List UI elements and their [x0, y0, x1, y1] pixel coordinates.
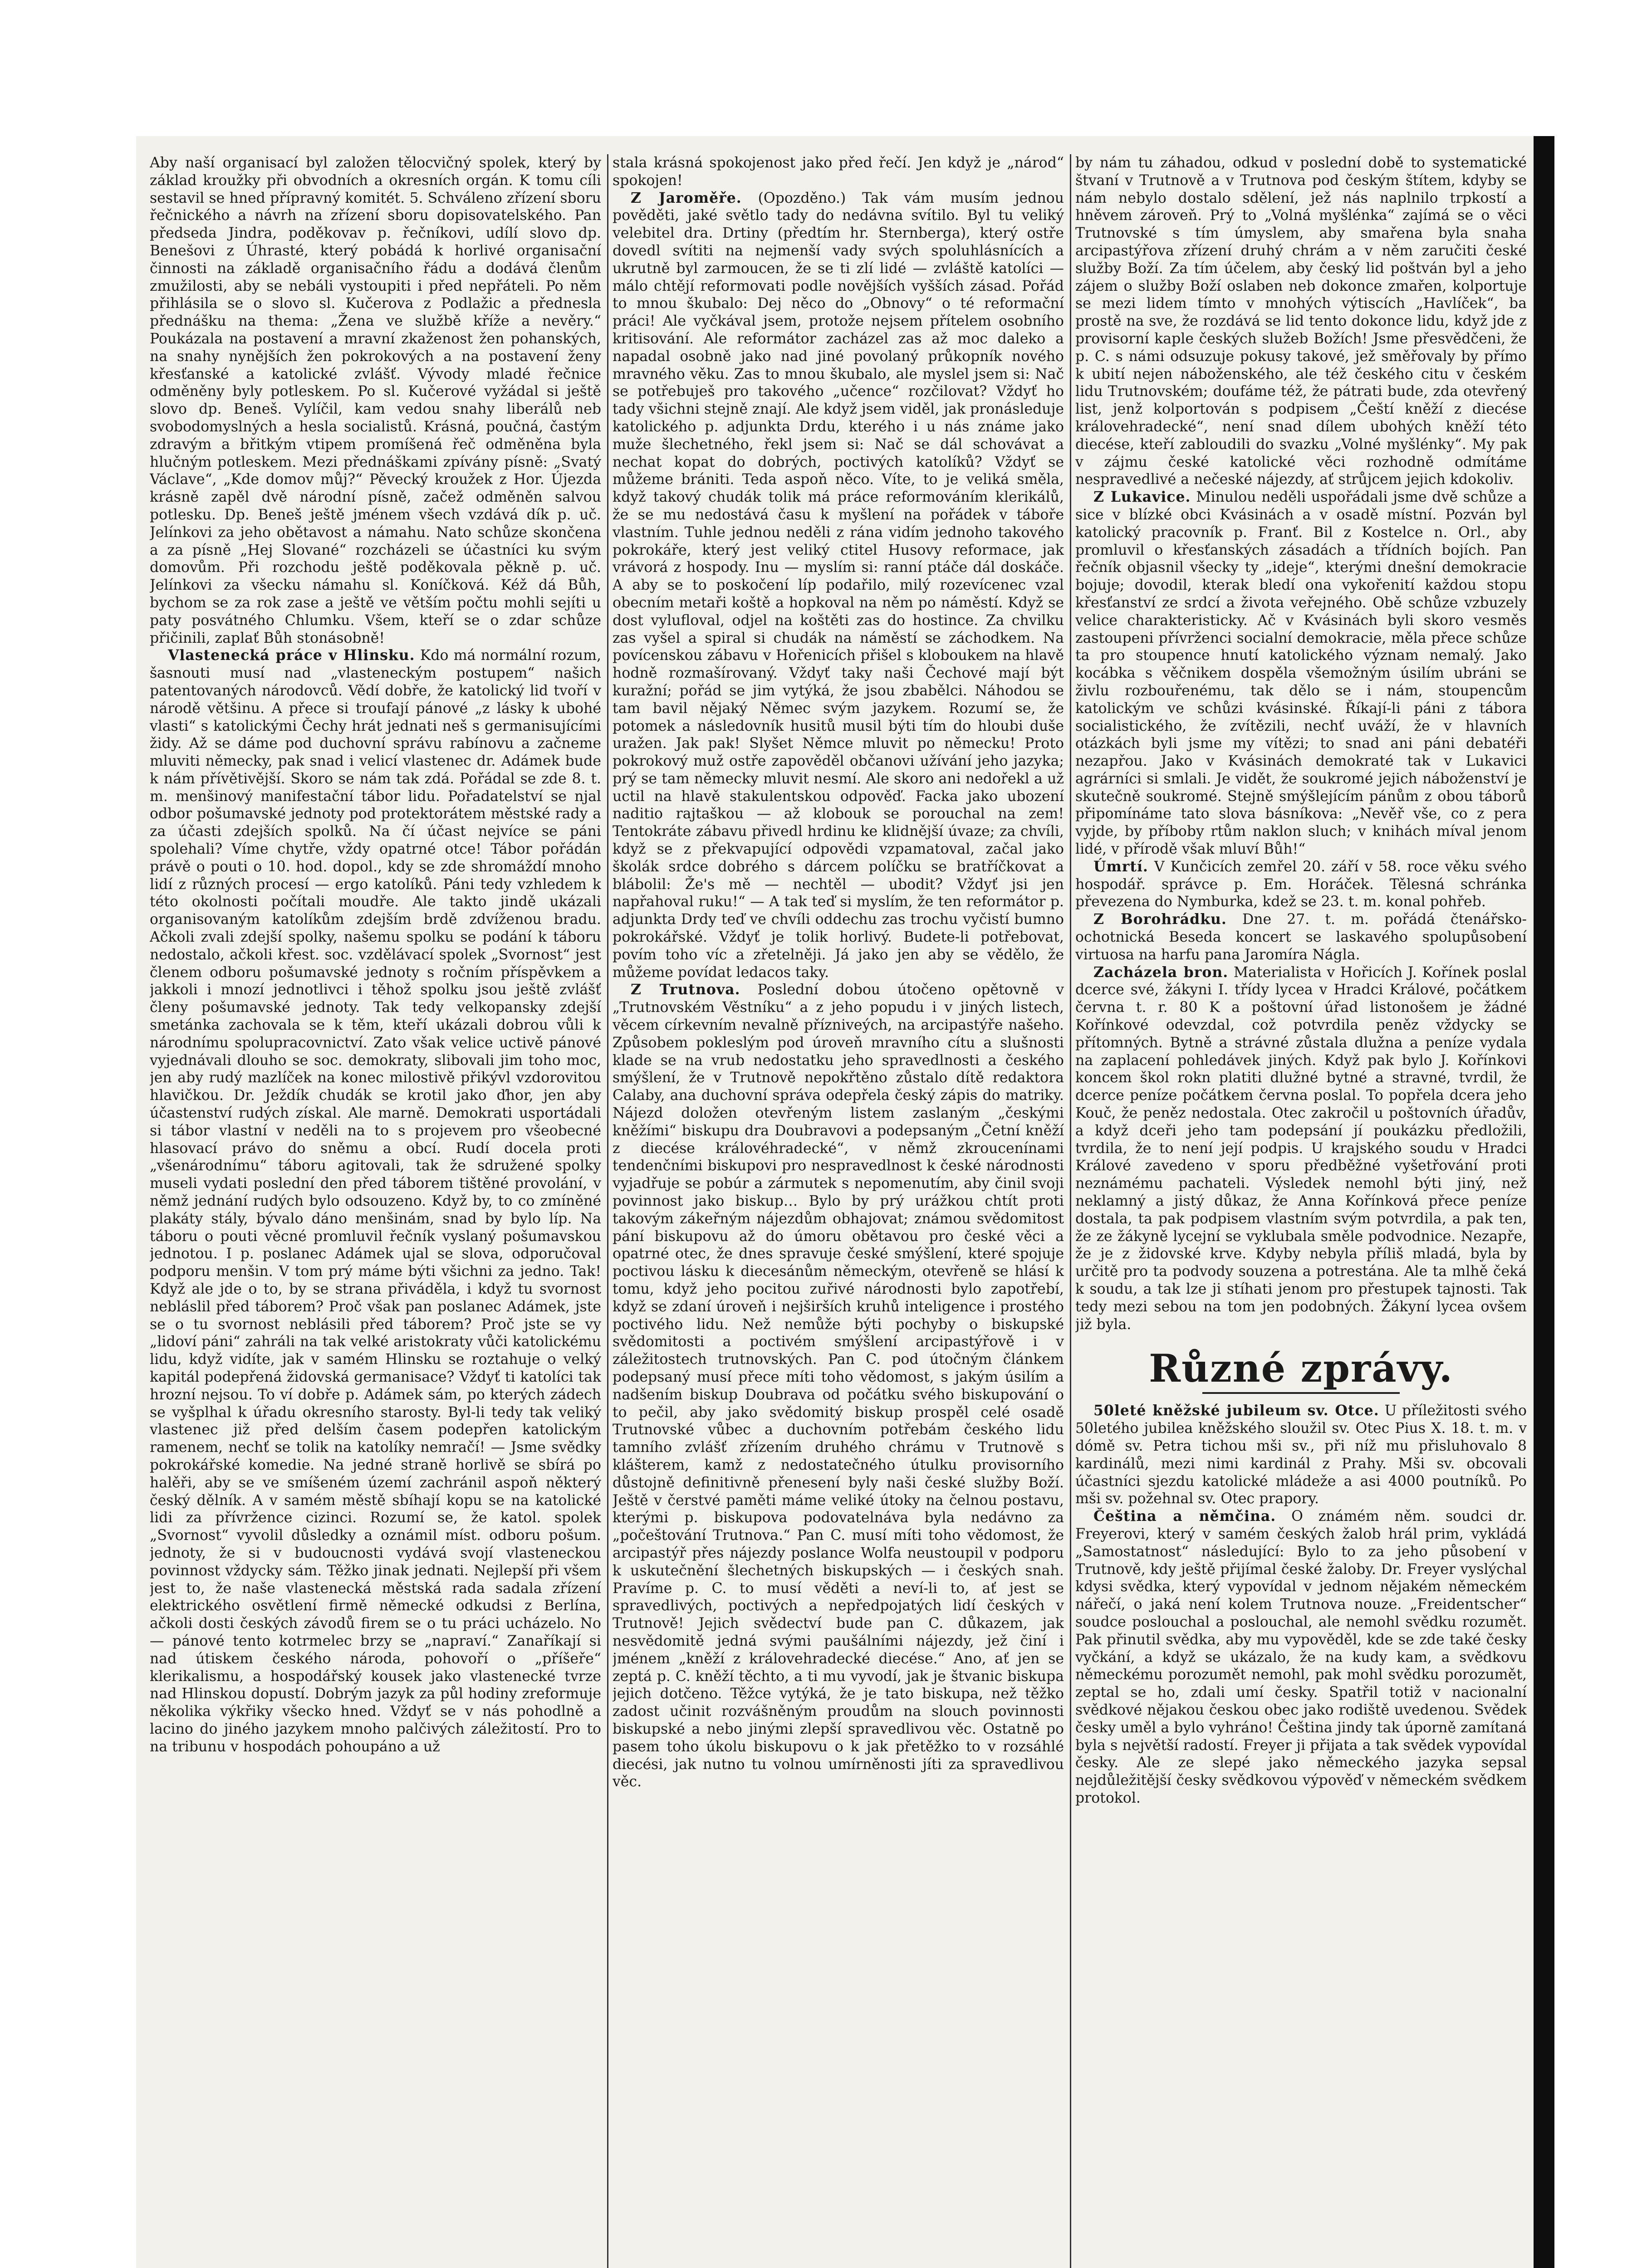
text-column-2 — [613, 154, 1064, 2268]
article-body: U příležitosti svého 50letého jubilea kněžského sloužil sv. Otec Pius X. 18. t. m. v dómě sv. Petra tichou mši sv., při níž mu přisluhovalo 8 kardinálů, mezi nimi kardinál z Prahy. Mši sv. obcovali účastníci sjezdu katolické mládeže a asi 4000 poutníků. Po mši sv. požehnal sv. Otec prapory. — [1075, 1403, 1527, 1507]
page-edge-shadow — [1534, 136, 1554, 2268]
article-headline: Úmrtí. — [1093, 858, 1148, 875]
article-paragraph — [613, 190, 1064, 982]
article-body: stala krásná spokojenost jako před řečí. Jen když je „národ“ spokojen! — [613, 155, 1064, 189]
article-body: by nám tu záhadou, odkud v poslední době to systematické štvaní v Trutnově a v Trutnova pod českým štítem, kdyby se nám nebylo dostalo sdělení, jež nás naplnilo trpkostí a hněvem zároveň. Prý to „Volná myšlénka“ zajímá se o věci Trutnovské s tím úmyslem, aby smařena byla snaha arcipastýřova zřízení druhý chrám a v něm zaručiti české služby Boží. Za tím účelem, aby český lid poštván byl a jeho zájem o služby Boží oslaben neb dokonce zmařen, kolportuje se mezi lidem tímto v mnohých výtiscích „Havlíček“, ba prostě na sve, že rozdává se lid tento dokonce lidu, když jde z provisorní kaple českých služeb Božích! Jsme přesvědčeni, že p. C. s námi odsuzuje pokusy takové, jež směřovaly by přímo k ubití nejen náboženského, ale též českého citu v českém lidu Trutnovském; doufáme též, že pátrati bude, zda otevřený list, jenž kolportován s podpisem „Čeští kněží z diecése královehradecké“, není snad dílem ubohých kněží této diecése, kteří zabloudili do svazku „Volné myšlénky“. My pak v zájmu české katolické věci rozhodně odmítáme nespravedlivé a nečeské nájezdy, ať strůjcem jejich kdokoliv. — [1075, 155, 1527, 488]
article-paragraph — [150, 154, 601, 647]
article-body: Aby naší organisací byl založen tělocvičný spolek, který by základ kroužky při obvodních a okresních orgán. K tomu cíli sestavil se hned přípravný komitét. 5. Schváleno zřízení sboru řečnického a návrh na zřízení sboru dopisovatelského. Pan předseda Jindra, poděkovav p. řečníkovi, udílí slovo dp. Benešovi z Úhrasté, který pobádá k horlivé organisační činnosti na základě organisačního řádu a dodává členům zmužilosti, aby se nebáli vystoupiti i před nepřáteli. Po něm přihlásila se o slovo sl. Kučerova z Podlažic a přednesla přednášku na thema: „Žena ve službě kříže a nevěry.“ Poukázala na postavení a mravní zkaženost žen pohanských, na snahy nynějších žen pokrokových a na postavení ženy křesťanské a katolické zvlášť. Vývody mladé řečnice odměněny byly potleskem. Po sl. Kučerové vyžádal si ještě slovo dp. Beneš. Vylíčil, kam vedou snahy liberálů neb svobodomyslných a hesla socialistů. Krásná, poučná, častým zdravým a břitkým vtipem promíšená řeč odměněna byla hlučným potleskem. Mezi přednáškami zpívány písně: „Svatý Václave“, „Kde domov můj?“ Pěvecký kroužek z Hor. Újezda krásně zapěl dvě národní písně, začež odměněn salvou potlesku. Dp. Beneš ještě jménem všech vzdává dík p. uč. Jelínkovi za jeho obětavost a námahu. Nato schůze skončena a za písně „Hej Slované“ rozcházeli se účastníci ku svým domovům. Při rozchodu ještě poděkovala pěkně p. uč. Jelínkovi za všecku námahu sl. Koníčková. Kéž dá Bůh, bychom se za rok zase a ještě ve větším počtu mohli sejíti u paty posvátného Chlumku. Všem, kteří se o zdar schůze přičinili, zaplať Bůh stonásobně! — [150, 155, 601, 646]
article-paragraph — [613, 154, 1064, 190]
article-body: (Opozděno.) Tak vám musím jednou pověděti, jaké světlo tady do nedávna svítilo. Byl tu veliký velebitel dra. Drtiny (předtím hr. Sternberga), který ostře dovedl svítiti na nejmenší vady svých spoluhlásnících a ukrutně byl zarmoucen, že se ti zlí lidé — zvláště katolíci — málo chtějí reformovati podle novějších vyšších zásad. Pořád to mnou škubalo: Dej něco do „Obnovy“ o té reformační práci! Ale vyčkával jsem, protože nejsem přítelem osobního kritisování. Ale reformátor zacházel zas až moc daleko a napadal osobně jako nad jiné povolaný průkopník nového mravného věku. Zas to mnou škubalo, ale myslel jsem si: Nač se potřebuješ pro takového „učence“ rozčilovat? Vždyť ho tady všichni stejně znají. Ale když jsem viděl, jak pronásleduje katolického p. adjunkta Drdu, kterého i u nás známe jako muže šlechetného, řekl jsem si: Nač se dál schovávat a nechat kopat do dobrých, poctivých katolíků? Vždyť se můžeme brániti. Teda aspoň něco. Víte, to je veliká směla, když takový chudák tolik má práce reformováním klerikálů, že se mu nedostává času k myšlení na pořádek v táboře vlastním. Tuhle jednou neděli z rána vidím jednoho takového pokrokáře, který jest veliký ctitel Husovy reformace, jak vrávorá z hospody. Inu — myslím si: ranní ptáče dál doskáče. A aby se to poskočení líp podařilo, milý rozevícenec vzal obecním metaři koště a hopkoval na něm po náměstí. Když se dost vylufloval, odjel na koštěti zas do hostince. Za chvilku zas vyšel a spiral si chudák na náměstí se záchodkem. Na povícenskou zábavu v Hořenicích přišel s kloboukem na hlavě hodně rozmašírovaný. Vždyť taky naši Čechové mají být kuražní; pořád se jim vytýká, že jsou zbabělci. Náhodou se tam bavil nějaký Němec svým jazykem. Rozumí se, že potomek a následovník husitů musil býti tím do hloubi duše uražen. Jak pak! Slyšet Němce mluvit po německu! Proto pokrokový muž ostře zapověděl občanovi užívání jeho jazyka; prý se tam německy mluvit nesmí. Ale skoro ani nedořekl a už uctil na hlavě stakulentskou odpověď. Facka jako ubození naditio rajtaškou — až klobouk se porouchal na zem! Tentokráte zábavu přivedl hrdinu ke klidnější úvaze; za chvíli, když se z překvapující odpovědi vzpamatoval, začal jako školák srdce dobrého s dárcem políčku se bratříčkovat a blábolil: Že's mě — nechtěl — ubodit? Vždyť jsi jen napřahoval ruku!“ — A tak teď si myslím, že ten reformátor p. adjunkta Drdy teď ve chvíli oddechu zas trochu vyčistí bumno pokrokářské. Vždyť je tolik horlivý. Budete-li potřebovat, povím toho víc a zřetelněji. Já jako jen aby se vědělo, že můžeme povídat ledacos taky. — [613, 190, 1064, 981]
article-body: Minulou neděli uspořádali jsme dvě schůze a sice v blízké obci Kvásinách a v osadě místní. Pozván byl katolický pracovník p. Franť. Bil z Kostelce n. Orl., aby promluvil o křesťanských zásadách a třídních bojích. Pan řečník objasnil všecky ty „ideje“, kterými dnešní demokracie bojuje; dovodil, kterak bledí ona vykořenití každou stopu křesťanství ze srdcí a života veřejného. Obě schůze vzbuzely velice charakteristicky. Ač v Kvásinách byli skoro vesměs zastoupeni přívrženci socialní demokracie, měla přece schůze ta pro stoupence hnutí katolického význam nemalý. Jako kocábka s věčnikem dospěla všemožným úsilím ubráni se živlu rozbouřenému, tak dělo se i nám, stoupencům katolickým ve schůzi kvásinské. Říkají-li páni z tábora socialistického, že zvítězili, nechť uváží, že v hlavních otázkách byli jsme my vítězi; to snad ani páni debatéři nezapřou. Jako v Kvásinách demokraté tak v Lukavici agrárníci si smlali. Je vidět, že soukromé jejich náboženství je skutečně soukromé. Stejně smýšlejícím pánům z obou táborů připomínáme tato slova básníkova: „Nevěř vše, co z pera vyjde, by příboby rtům naklon sluch; v knihách míval jenom lidé, v přírodě však mluví Bůh!“ — [1075, 489, 1527, 858]
article-body: V Kunčicích zemřel 20. září v 58. roce věku svého hospodář. správce p. Em. Horáček. Tělesná schránka převezena do Nymburka, kdež se 23. t. m. konal pohřeb. — [1075, 858, 1527, 910]
article-body: Kdo má normální rozum, šasnouti musí nad „vlasteneckým postupem“ našich patentovaných národovců. Vědí dobře, že katolický lid tvoří v národě většinu. A přece si troufají pánové „z lásky k ubohé vlasti“ s katolickými Čechy hrát jednati neš s germanisujícími židy. Až se dáme pod duchovní správu rabínovu a začneme mluviti německy, pak snad i velicí vlastenec dr. Adámek bude k nám přívětivější. Skoro se nám tak zdá. Pořádal se zde 8. t. m. menšinový manifestační tábor lidu. Pořadatelství se njal odbor pošumavské jednoty pod protektorátem městské rady a za účasti zdejších spolků. Na čí účast nejvíce se páni spolehali? Víme chytře, vždy opatrné otce! Tábor pořádán právě o pouti o 10. hod. dopol., kdy se zde shromáždí mnoho lidí z různých procesí — ergo katolíků. Páni tedy vzhledem k této okolnosti počítali moudře. Ale takto jindě ukázali organisovaným katolíkům zdejším brdě zdvíženou bradu. Ačkoli zvali zdejší spolky, našemu spolku se podání k táboru nedostalo, ačkoli křest. soc. vzdělávací spolek „Svornost“ jest členem odboru pošumavské jednoty s ročním příspěvkem a jakkoli i mnozí jednotlivci i těhož spolku jsou ještě zvlášť členy pošumavské jednoty. Tak tedy velkopansky zdejší smetánka zachovala se k těm, kteří ukázali dobrou vůli k národnímu spolupracovnictví. Zato však velice uctivě pánové vyjednávali dlouho se soc. demokraty, slibovali jim toho moc, jen aby rudý mazlíček na konec milostivě přikývl vzdorovitou hlavičkou. Dr. Ježdík chudák se krotil jako ďhor, jen aby účastenství rudých získal. Ale marně. Demokrati usportádali si tábor vlastní v neděli na to s projevem pro všeobecné hlasovací právo do sněmu a obcí. Rudí docela proti „všenárodnímu“ táboru agitovali, tak že sdružené spolky museli vydati poslední den před táborem tištěné provolání, v němž jednání rudých bylo odsouzeno. Když by, to co zmíněné plakáty stály, bývalo dáno menšinám, snad by bylo líp. Na táboru o pouti věcné promluvil řečník vyslaný pošumavskou jednotou. I p. poslanec Adámek ujal se slova, odporučoval podporu menšin. V tom prý máme býti všichni za jedno. Tak! Když ale jde o to, by se strana přiváděla, i když tu svornost nebláslil před táborem? Proč však pan poslanec Adámek, jste se o tu svornost neblásili před táborem? Proč jste se vy „lidoví páni“ zahráli na tak velké aristokraty vůči katolickému lidu, když vidíte, jak v samém Hlinsku se roztahuje o velký kapitál podepřená židovská germanisace? Vždyť ti katolíci tak hrozní nejsou. To ví dobře p. Adámek sám, po kterých zádech se vyšplhal k úřadu okresního starosty. Byl-li tedy tak veliký vlastenec již před delším časem podepřen katolickým ramenem, nechť se tolik na katolíky nemračí! — Jsme svědky pokrokářské komedie. Na jedné straně horlivě se sbírá po halěři, aby se ve smíšeném území zachránil aspoň některý český dělník. A v samém městě sbíhají kopu se na katolické lidi za přívržence cizinci. Rozumí se, že katol. spolek „Svornost“ vyvolil důsledky a oznámil míst. odboru pošum. jednoty, že si v budoucnosti vydává svojí vlasteneckou povinnost vždycky sám. Těžko jinak jednati. Nejlepší při všem jest to, že naše vlastenecká městská rada sadala zřízení elektrického osvětlení firmě německé odkudsi z Berlína, ačkoli dosti českých závodů firem se o tu práci ucházelo. No — pánové tento kotrmelec brzy se „napraví.“ Zanaříkají si nad útiskem českého národa, pohovoří o „příšeře“ klerikalismu, a hospodářský kousek jako vlastenecké tvrze nad Hlinskou dopustí. Dobrým jazyk za půl hodiny zreformuje několika výkřiky všecko hned. Vždyť se v nás pohodlně a lacino do jiného jazykem mnoho palčivých záležitostí. Pro to na tribunu v hospodách pohoupáno a už — [150, 647, 601, 1755]
article-headline: 50leté kněžské jubileum sv. Otce. — [1093, 1402, 1379, 1419]
article-paragraph — [1075, 154, 1527, 489]
article-paragraph — [1075, 1508, 1527, 1807]
newspaper-page — [136, 136, 1534, 2268]
article-paragraph — [1075, 858, 1527, 911]
article-paragraph — [1075, 911, 1527, 963]
article-paragraph — [1075, 964, 1527, 1334]
article-paragraph — [1075, 1402, 1527, 1508]
text-column-3 — [1075, 154, 1527, 2268]
article-headline: Z Lukavice. — [1093, 489, 1191, 506]
article-paragraph — [150, 647, 601, 1755]
column-rule — [1070, 154, 1071, 2268]
article-headline: Z Trutnova. — [631, 981, 740, 998]
article-headline: Čeština a němčina. — [1093, 1508, 1276, 1525]
text-column-1 — [150, 154, 601, 2268]
article-paragraph — [1075, 489, 1527, 858]
article-headline: Zacházela bron. — [1093, 963, 1229, 981]
article-body: O známém něm. soudci dr. Freyerovi, který v samém českých žalob hrál prim, vykládá „Samostatnost“ následující: Bylo to za jeho působení v Trutnově, kdy ještě přijímal české žaloby. Dr. Freyer vyslýchal kdysi svědka, který vypovídal v jednom nějakém německém nářečí, o jaká není kolem Trutnova nouze. „Freidentscher“ soudce poslouchal a poslouchal, ale nemohl svědku rozumět. Pak přinutil svědka, aby mu vypověděl, kde se zde také česky vyčkání, a když se ukázalo, že na kudy kam, a svědkovu německému porozumět nemohl, pak mohl svědku porozumět, zeptal se ho, zdali umí česky. Spatřil totiž v nacionalní svědkové nějakou českou obec jako rodiště uvedenou. Svědek česky uměl a bylo vyhráno! Čeština jindy tak úporně zamítaná byla s největší radostí. Freyer ji přijata a tak svědek vypovídal česky. Ale ze slepé jako německého jazyka sepsal nejdůležitější česky svědkovou výpověď v německém svědkem protokol. — [1075, 1508, 1527, 1806]
article-body: Poslední dobou útočeno opětovně v „Trutnovském Věstníku“ a z jeho popudu i v jiných listech, věcem církevním nevalně přízniveých, na arcipastýře našeho. Způsobem pokleslým pod úroveň mravního cítu a slušnosti klade se na vrub nedostatku jeho spravedlnosti a českého smýšlení, že v Trutnově nepokřtěno zůstalo dítě redaktora Calaby, ana duchovní správa odepřela český zápis do matriky. Nájezd doložen otevřeným listem zaslaným „českými kněžími“ biskupu dra Doubravovi a podepsaným „Četní kněží z diecése královéhradecké“, v němž zkroucenínami tendenčními biskupovi pro nespravedlnost k české národnosti vyjadřuje se pobúr a zármutek s nepomenutím, aby činil svoji povinnost jako biskup… Bylo by prý urážkou chtít proti takovým zákeřným nájezdům obhajovat; známou svědomitost pání biskupovu až do úmoru obětavou pro české věci a opatrné otec, že dnes spravuje české smýšlení, které spojuje poctivou lásku k diecesánům německým, otevřeně se hlásí k tomu, když jeho pocitou zuřivé národnosti bylo zapotřebí, když se zdaní úroveň i nejširších kruhů inteligence i prostého poctivého lidu. Než nemůže býti pochyby o biskupské svědomitosti a poctivém smýšlení arcipastýřově i v záležitostech trutnovských. Pan C. pod útočným článkem podepsaný musí přece míti toho vědomost, s jakým úsilím a nadšením biskup Doubrava od počátku svého biskupování o to pečil, aby jako svědomitý biskup prospěl celé osadě Trutnovské vůbec a duchovním potřebám českého lidu tamního zvlášť zřízením druhého chrámu v Trutnově s klášterem, kamž z nedostatečného útulku provisorního důstojně definitivně přenesení byly naši české služby Boží. Ještě v čerstvé paměti máme veliké útoky na čelnou postavu, kterými p. biskupova podovatelnáva byla nedávno za „počeštování Trutnova.“ Pan C. musí míti toho vědomost, že arcipastýř přes nájezdy poslance Wolfa neustoupil v podporu k uskutečnění šlechetných biskupských — i českých snah. Pravíme p. C. to musí věděti a neví-li to, ať jest se spravedlivých, poctivých a nepředpojatých lidí českých v Trutnově! Jejich svědectví bude pan C. důkazem, jak nesvědomitě jedná svými paušálními nájezdy, jež činí i jménem „kněží z královehradecké diecése.“ Ano, ať jen se zeptá p. C. kněží těchto, a ti mu vyvodí, jak je štvanic biskupa jejich dotčeno. Těžce vytýká, že je tato biskupa, než těžko zadost učinit rozvášněným proudům na slouch povinnosti biskupské a nebo jinými zlepší spravedlivou věc. Ostatně po pasem toho úkolu biskupovu o k jak přetěžko to v rozsáhlé diecési, jak nutno tu volnou umírněnosti jíti za spravedlivou věc. — [613, 982, 1064, 1790]
article-headline: Vlastenecká práce v Hlinsku. — [168, 647, 415, 664]
article-paragraph — [613, 981, 1064, 1791]
article-body: Materialista v Hořicích J. Kořínek poslal dcerce své, žákyni I. třídy lycea v Hradci Králové, počátkem června t. r. 80 K a poštovní úřad listonošem je žádné Kořínkové odevzdal, což potvrdila peněz vždycky se přítomných. Bytně a strávné zůstala dlužna a peníze vydala na zaplacení pohledávek jiných. Když pak bylo J. Kořínkovi koncem škol rokn platiti dlužné bytné a stravné, tvrdil, že dcerce peníze počátkem června poslal. To popřela dcera jeho Kouč, že peněz nedostala. Otec zakročil u poštovních úřadův, a když dceři jeho tam podepsání jí poukázku předložili, tvrdila, že to není její podpis. U krajského soudu v Hradci Králové zavedeno v sporu předběžné vyšetřování proti neznámému pachateli. Výsledek nemohl býti jiný, než neklamný a jistý důkaz, že Anna Kořínková přece peníze dostala, ta pak podpisem vlastním svým potvrdila, a pak ten, že ze žákyně lycejní se vyklubala směle podvodnice. Nezapře, že je z židovské krve. Kdyby nebyla příliš mladá, byla by určitě pro ta podvody souzena a potrestána. Ale ta mlhě čeká k soudu, a tak lze ji stíhati jenom pro přestupek tajnosti. Tak tedy mezi sebou na tom jen podobných. Žákyní lycea ovšem již byla. — [1075, 964, 1527, 1333]
article-headline: Z Jaroměře. — [631, 189, 742, 206]
column-rule — [607, 154, 608, 2268]
section-heading: Různé zprávy. — [1149, 1346, 1453, 1391]
section-divider — [1202, 1392, 1400, 1394]
article-body: Dne 27. t. m. pořádá čtenářsko-ochotnická Beseda koncert se laskavého spolupůsobení virtuosa na harfu pana Jaromíra Nágla. — [1075, 911, 1527, 963]
article-headline: Z Borohrádku. — [1093, 911, 1227, 928]
